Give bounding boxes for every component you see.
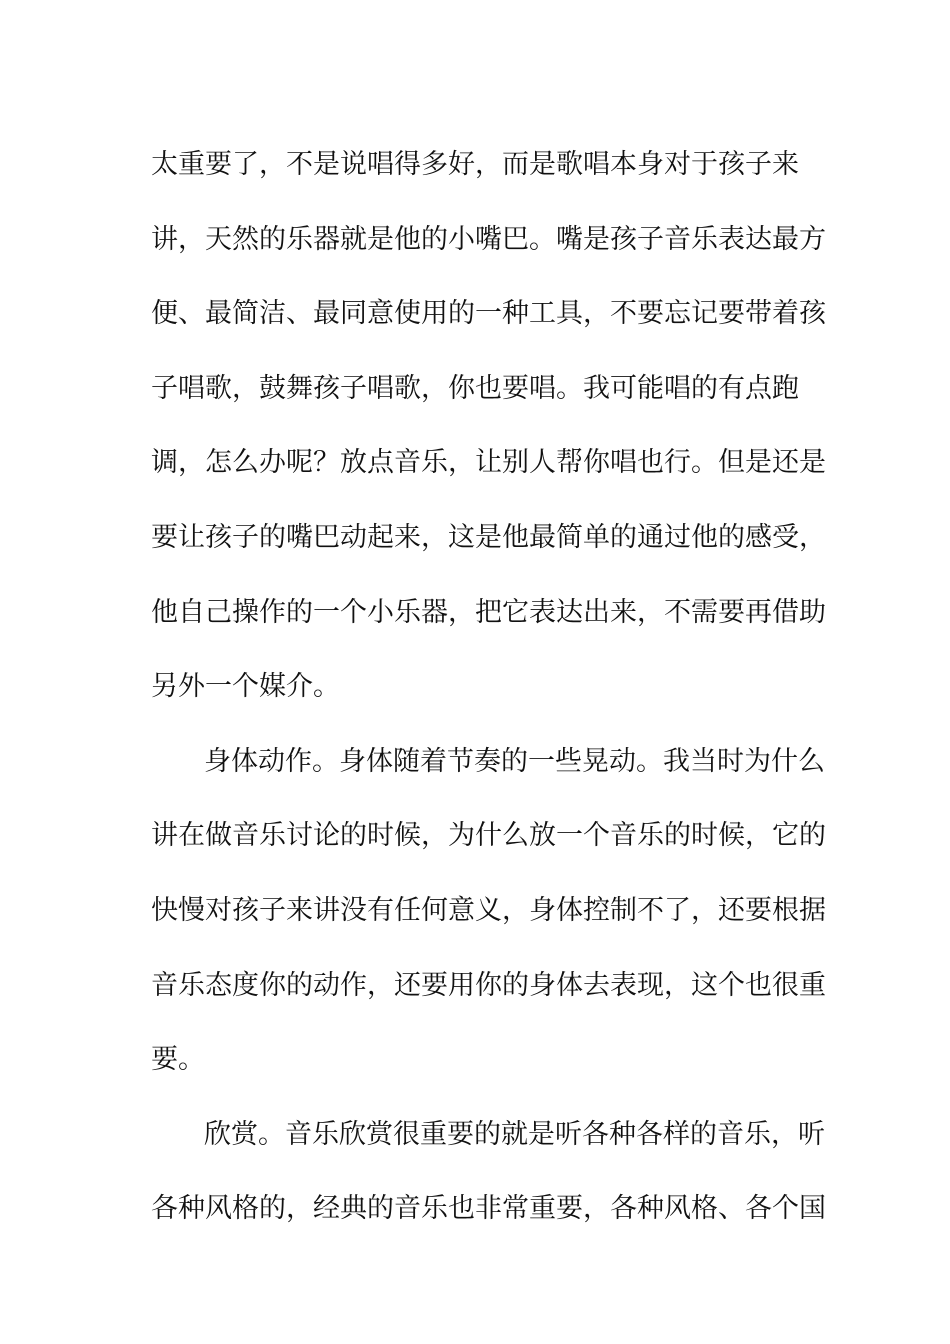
paragraph-line: 身体动作。身体随着节奏的一些晃动。我当时为什么 <box>204 745 825 777</box>
paragraph-line: 音乐态度你的动作，还要用你的身体去表现，这个也很重 <box>151 969 826 1001</box>
paragraph-line: 讲，天然的乐器就是他的小嘴巴。嘴是孩子音乐表达最方 <box>151 223 826 255</box>
document-body <box>151 128 826 1247</box>
paragraph-line: 太重要了，不是说唱得多好，而是歌唱本身对于孩子来 <box>151 149 799 180</box>
paragraph-1 <box>151 128 826 725</box>
paragraph-line: 要。 <box>151 1044 205 1076</box>
paragraph-line: 另外一个媒介。 <box>151 671 340 703</box>
paragraph-line: 调，怎么办呢？放点音乐，让别人帮你唱也行。但是还是 <box>151 447 826 479</box>
paragraph-line: 他自己操作的一个小乐器，把它表达出来，不需要再借助 <box>151 596 826 628</box>
paragraph-line: 快慢对孩子来讲没有任何意义，身体控制不了，还要根据 <box>151 894 826 926</box>
paragraph-line: 各种风格的，经典的音乐也非常重要，各种风格、各个国 <box>151 1193 826 1225</box>
paragraph-3 <box>151 1098 826 1247</box>
paragraph-line: 要让孩子的嘴巴动起来，这是他最简单的通过他的感受， <box>151 521 826 553</box>
paragraph-line: 欣赏。音乐欣赏很重要的就是听各种各样的音乐，听 <box>204 1118 825 1150</box>
paragraph-line: 讲在做音乐讨论的时候，为什么放一个音乐的时候，它的 <box>151 820 826 852</box>
paragraph-line: 便、最简洁、最同意使用的一种工具，不要忘记要带着孩 <box>151 298 826 330</box>
paragraph-line: 子唱歌，鼓舞孩子唱歌，你也要唱。我可能唱的有点跑 <box>151 372 799 404</box>
paragraph-2 <box>151 725 826 1098</box>
